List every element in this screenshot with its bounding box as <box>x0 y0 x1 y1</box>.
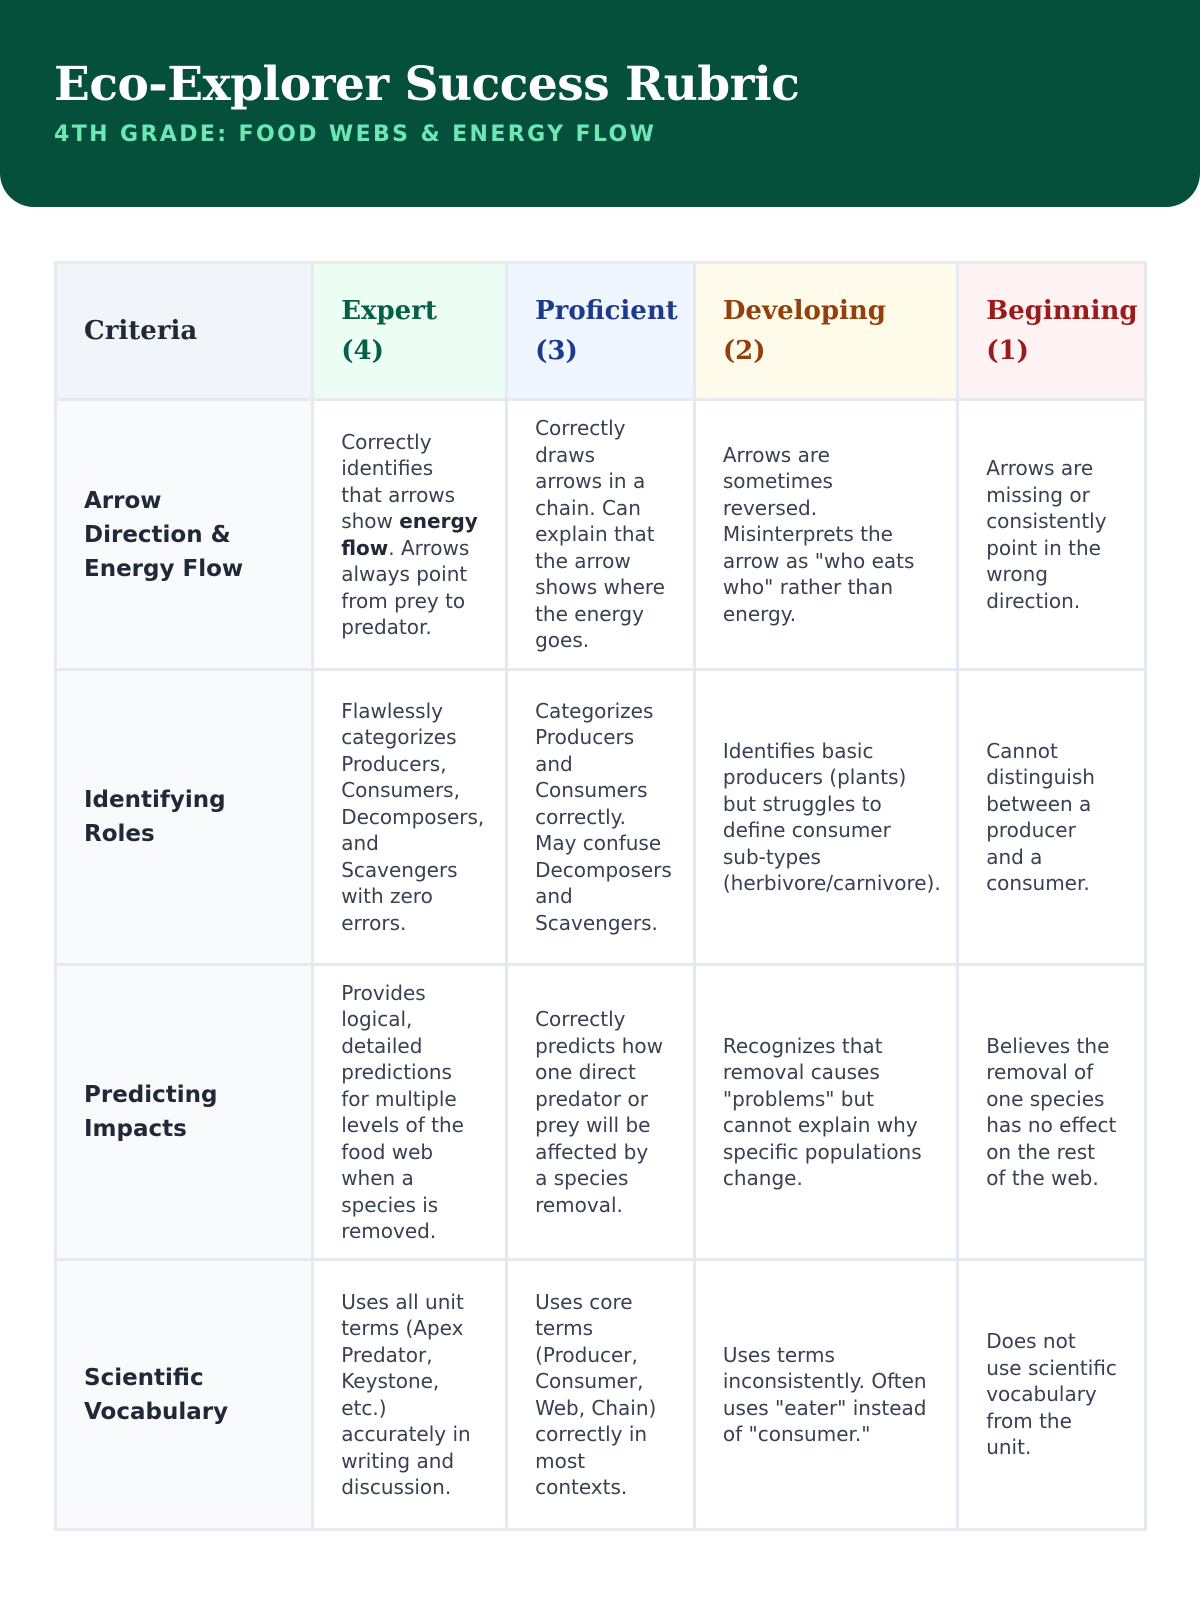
expert-descriptor: Provides logical, detailed predictions for multiple levels of the food web when a species is removed. <box>313 965 507 1260</box>
rubric-table <box>54 261 1147 1531</box>
column-header-developing: Developing (2) <box>694 263 957 400</box>
criterion-label: Arrow Direction & Energy Flow <box>56 400 313 670</box>
criterion-label: Identifying Roles <box>56 670 313 965</box>
proficient-descriptor: Categorizes Producers and Consumers correctly. May confuse Decomposers and Scavengers. <box>507 670 695 965</box>
column-header-beginning: Beginning (1) <box>958 263 1146 400</box>
table-row <box>56 400 1146 670</box>
table-row <box>56 1260 1146 1530</box>
column-header-criteria: Criteria <box>56 263 313 400</box>
developing-descriptor: Arrows are sometimes reversed. Misinterprets the arrow as "who eats who" rather than energy. <box>694 400 957 670</box>
expert-descriptor: Flawlessly categorizes Producers, Consumers, Decomposers, and Scavengers with zero errors. <box>313 670 507 965</box>
expert-descriptor <box>313 400 507 670</box>
developing-descriptor: Recognizes that removal causes "problems" but cannot explain why specific populations change. <box>694 965 957 1260</box>
column-header-proficient: Proficient (3) <box>507 263 695 400</box>
proficient-descriptor: Correctly draws arrows in a chain. Can explain that the arrow shows where the energy goes. <box>507 400 695 670</box>
page-header <box>0 0 1200 207</box>
page-title: Eco-Explorer Success Rubric <box>54 57 800 112</box>
table-row <box>56 670 1146 965</box>
developing-descriptor: Uses terms inconsistently. Often uses "eater" instead of "consumer." <box>694 1260 957 1530</box>
beginning-descriptor: Arrows are missing or consistently point in the wrong direction. <box>958 400 1146 670</box>
beginning-descriptor: Believes the removal of one species has no effect on the rest of the web. <box>958 965 1146 1260</box>
expert-descriptor: Uses all unit terms (Apex Predator, Keystone, etc.) accurately in writing and discussion. <box>313 1260 507 1530</box>
expert-text-start: Correctly identifies that arrows show <box>341 429 456 533</box>
table-row <box>56 965 1146 1260</box>
expert-text-end: . Arrows always point from prey to predator. <box>341 535 470 639</box>
criterion-label: Predicting Impacts <box>56 965 313 1260</box>
developing-descriptor: Identifies basic producers (plants) but struggles to define consumer sub-types (herbivore/carnivore). <box>694 670 957 965</box>
column-header-expert: Expert (4) <box>313 263 507 400</box>
header-row <box>56 263 1146 400</box>
proficient-descriptor: Uses core terms (Producer, Consumer, Web, Chain) correctly in most contexts. <box>507 1260 695 1530</box>
criterion-label: Scientific Vocabulary <box>56 1260 313 1530</box>
page-subtitle: 4TH GRADE: FOOD WEBS & ENERGY FLOW <box>54 122 657 147</box>
beginning-descriptor: Does not use scientific vocabulary from the unit. <box>958 1260 1146 1530</box>
expert-text-emphasis: energy flow <box>341 509 478 560</box>
beginning-descriptor: Cannot distinguish between a producer and a consumer. <box>958 670 1146 965</box>
proficient-descriptor: Correctly predicts how one direct predator or prey will be affected by a species removal. <box>507 965 695 1260</box>
